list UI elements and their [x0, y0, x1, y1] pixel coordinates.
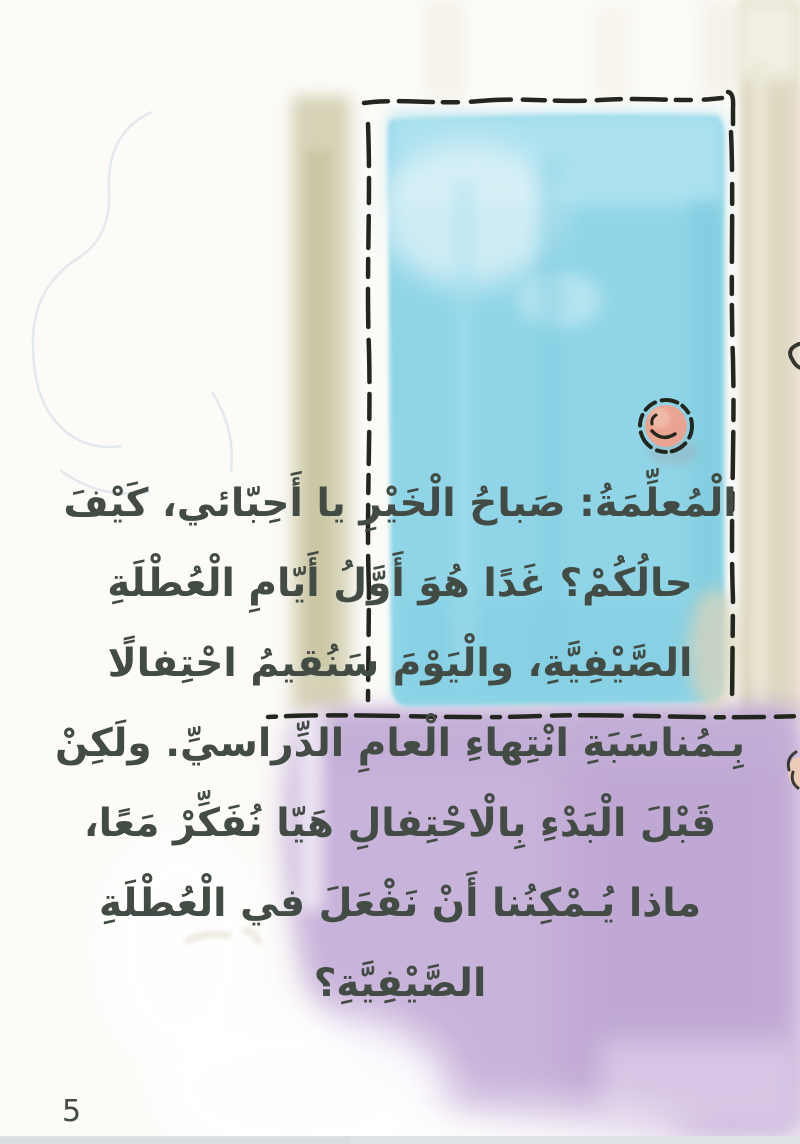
page-bottom-edge — [0, 1136, 800, 1144]
story-line-1: الْمُعلِّمَةُ: صَباحُ الْخَيْرِ يا أَحِبّائي، كَيْفَ — [63, 481, 737, 526]
story-line-6: ماذا يُـمْكِنُنا أَنْ نَفْعَلَ في الْعُطْلَةِ — [98, 881, 702, 926]
story-line-4: بِـمُناسَبَةِ انْتِهاءِ الْعامِ الدِّراسيِّ. ولَكِنْ — [54, 721, 746, 766]
story-line-3: الصَّيْفِيَّةِ، والْيَوْمَ سَنُقيمُ احْتِفالًا — [107, 641, 693, 686]
page-number: 5 — [62, 1094, 82, 1129]
story-line-5: قَبْلَ الْبَدْءِ بِالْاحْتِفالِ هَيّا نُفَكِّرْ مَعًا، — [83, 801, 717, 846]
story-line-2: حالُكُمْ؟ غَدًا هُوَ أَوَّلُ أَيّامِ الْعُطْلَةِ — [107, 561, 693, 606]
story-text-block — [36, 464, 764, 1024]
story-line-7: الصَّيْفِيَّةِ؟ — [313, 961, 487, 1006]
